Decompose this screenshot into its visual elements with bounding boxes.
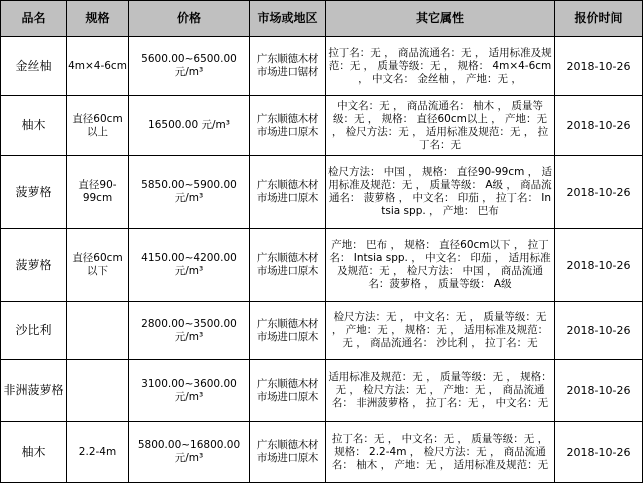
table-row	[1, 422, 643, 483]
cell-name: 非洲菠萝格	[1, 360, 67, 422]
cell-name: 菠萝格	[1, 229, 67, 302]
header-price: 价格	[129, 1, 250, 37]
cell-spec	[67, 302, 129, 360]
header-attributes: 其它属性	[326, 1, 555, 37]
cell-attributes: 适用标准及规范：无 ， 质量等级：无 ， 规格：无 ， 检尺方法：无 ， 产地：无 ， 商品流通名： 非洲菠萝格 ， 拉丁名：无 ， 中文名：无	[326, 360, 555, 422]
cell-price: 5850.00~5900.00 元/m³	[129, 156, 250, 229]
cell-attributes: 拉丁名：无 ， 中文名：无 ， 质量等级：无 ， 规格： 2.2-4m ， 检尺方法：无 ， 商品流通名： 柚木 ， 产地：无 ， 适用标准及规范：无	[326, 422, 555, 483]
table-row	[1, 229, 643, 302]
cell-name: 金丝柚	[1, 37, 67, 96]
market-text: 广东顺德木材 市场进口原木	[256, 112, 319, 138]
cell-price: 5600.00~6500.00 元/m³	[129, 37, 250, 96]
table-row	[1, 96, 643, 156]
cell-market	[250, 229, 326, 302]
cell-name: 菠萝格	[1, 156, 67, 229]
table-row	[1, 360, 643, 422]
market-text: 广东顺德木材 市场进口锯材	[256, 53, 319, 78]
cell-market	[250, 37, 326, 96]
cell-market	[250, 360, 326, 422]
market-text: 广东顺德木材 市场进口原木	[256, 252, 319, 277]
cell-name: 柚木	[1, 422, 67, 483]
table-row	[1, 302, 643, 360]
header-spec: 规格	[67, 1, 129, 37]
header-date: 报价时间	[555, 1, 643, 37]
cell-spec: 2.2-4m	[67, 422, 129, 483]
cell-price: 3100.00~3600.00 元/m³	[129, 360, 250, 422]
market-text: 广东顺德木材 市场进口原木	[256, 439, 319, 464]
header-name: 品名	[1, 1, 67, 37]
cell-date: 2018-10-26	[555, 422, 643, 483]
market-text: 广东顺德木材 市场进口原木	[256, 377, 319, 403]
cell-date: 2018-10-26	[555, 37, 643, 96]
header-market: 市场或地区	[250, 1, 326, 37]
cell-spec	[67, 360, 129, 422]
cell-spec: 4m×4-6cm	[67, 37, 129, 96]
cell-market	[250, 422, 326, 483]
table-row	[1, 37, 643, 96]
cell-spec: 直径60cm以下	[67, 229, 129, 302]
cell-name: 沙比利	[1, 302, 67, 360]
cell-spec: 直径90-99cm	[67, 156, 129, 229]
cell-price: 16500.00 元/m³	[129, 96, 250, 156]
cell-attributes: 拉丁名：无 ， 商品流通名：无 ， 适用标准及规范：无 ， 质量等级：无 ， 规格： 4m×4-6cm ， 中文名： 金丝柚 ， 产地：无 ，	[326, 37, 555, 96]
cell-market	[250, 302, 326, 360]
cell-attributes: 产地： 巴布 ， 规格： 直径60cm以下 ， 拉丁名： Intsia spp. ， 中文名： 印茄 ， 适用标准及规范：无 ， 检尺方法： 中国 ， 商品流通名：菠萝格 ， 质量等级： A级	[326, 229, 555, 302]
cell-attributes: 中文名：无 ， 商品流通名： 柚木 ， 质量等级：无 ， 规格： 直径60cm以上 ， 产地：无 ， 检尺方法：无 ， 适用标准及规范：无 ， 拉丁名：无	[326, 96, 555, 156]
cell-price: 4150.00~4200.00 元/m³	[129, 229, 250, 302]
cell-price: 2800.00~3500.00 元/m³	[129, 302, 250, 360]
cell-date: 2018-10-26	[555, 156, 643, 229]
cell-date: 2018-10-26	[555, 96, 643, 156]
cell-attributes: 检尺方法： 中国 ， 规格： 直径90-99cm ， 适用标准及规范：无 ， 质量等级： A级 ， 商品流通名： 菠萝格 ， 中文名： 印茄 ， 拉丁名： Intsia spp. ， 产地： 巴布	[326, 156, 555, 229]
market-text: 广东顺德木材 市场进口原木	[256, 179, 319, 204]
cell-name: 柚木	[1, 96, 67, 156]
cell-date: 2018-10-26	[555, 229, 643, 302]
cell-market	[250, 96, 326, 156]
cell-date: 2018-10-26	[555, 360, 643, 422]
market-text: 广东顺德木材 市场进口原木	[256, 317, 319, 343]
cell-attributes: 检尺方法：无 ， 中文名：无 ， 质量等级：无 ， 产地：无 ， 规格：无 ， 适用标准及规范：无 ， 商品流通名： 沙比利 ， 拉丁名：无	[326, 302, 555, 360]
cell-market	[250, 156, 326, 229]
table-row	[1, 156, 643, 229]
cell-date: 2018-10-26	[555, 302, 643, 360]
cell-price: 5800.00~16800.00 元/m³	[129, 422, 250, 483]
cell-spec: 直径60cm以上	[67, 96, 129, 156]
table-header-row	[1, 1, 643, 37]
